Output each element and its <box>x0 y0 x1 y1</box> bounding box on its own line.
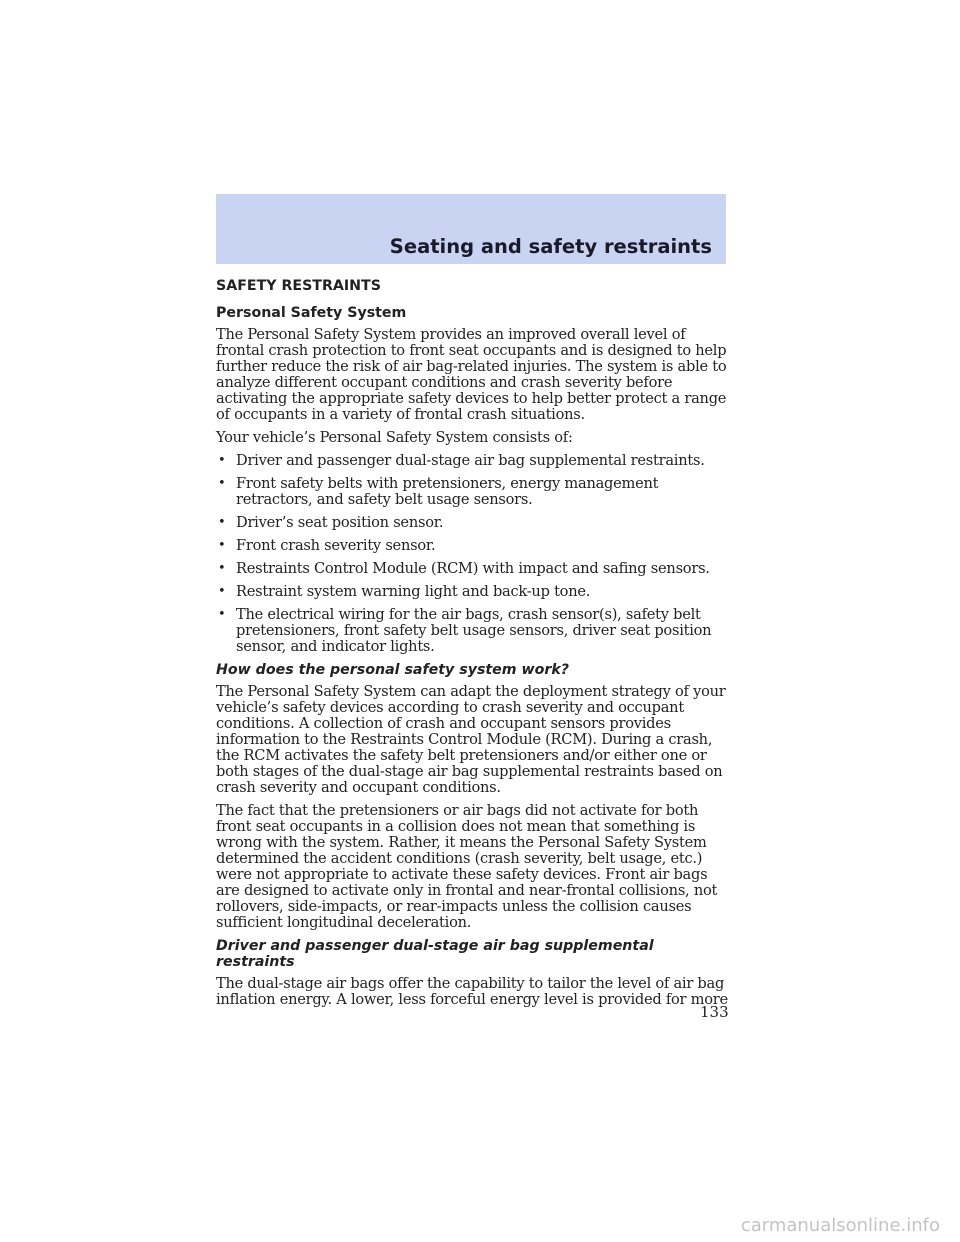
list-item-text: Front crash severity sensor. <box>236 537 436 554</box>
page-content <box>216 278 728 1015</box>
list-item-text: Front safety belts with pretensioners, energy management retractors, and safety belt usage sensors. <box>236 475 659 508</box>
dual-stage-paragraph: The dual-stage air bags offer the capability to tailor the level of air bag inflation energy. A lower, less forceful energy level is provided for more <box>216 975 728 1008</box>
list-item-text: The electrical wiring for the air bags, crash sensor(s), safety belt pretensioners, front safety belt usage sensors, driver seat position sensor, and indicator lights. <box>236 606 712 655</box>
bullet-icon: • <box>218 538 226 553</box>
chapter-header-band <box>216 194 726 264</box>
bullet-icon: • <box>218 584 226 599</box>
section-title: SAFETY RESTRAINTS <box>216 278 381 294</box>
list-item <box>216 515 728 531</box>
list-item <box>216 538 728 554</box>
list-item <box>216 607 728 655</box>
page-number: 133 <box>700 1003 729 1021</box>
how-it-works-paragraph-1: The Personal Safety System can adapt the deployment strategy of your vehicle’s safety devices according to crash severity and occupant conditions. A collection of crash and occupant sensors provides information to the Restraints Control Module (RCM). During a crash, the RCM activates the safety belt pretensioners and/or either one or both stages of the dual-stage air bag supplemental restraints based on crash severity and occupant conditions. <box>216 683 726 796</box>
intro-paragraph: The Personal Safety System provides an improved overall level of frontal crash protection to front seat occupants and is designed to help further reduce the risk of air bag-related injuries. The system is able to analyze different occupant conditions and crash severity before activating the appropriate safety devices to help better protect a range of occupants in a variety of frontal crash situations. <box>216 326 727 423</box>
consists-of-paragraph: Your vehicle’s Personal Safety System consists of: <box>216 429 573 446</box>
list-item <box>216 476 728 508</box>
list-item <box>216 453 728 469</box>
chapter-title: Seating and safety restraints <box>389 235 712 258</box>
system-components-list <box>216 453 728 655</box>
bullet-icon: • <box>218 607 226 622</box>
watermark-text: carmanualsonline.info <box>740 1215 940 1236</box>
list-item-text: Driver’s seat position sensor. <box>236 514 444 531</box>
bullet-icon: • <box>218 515 226 530</box>
how-it-works-paragraph-2: The fact that the pretensioners or air bags did not activate for both front seat occupants in a collision does not mean that something is wrong with the system. Rather, it means the Personal Safety System determined the accident conditions (crash severity, belt usage, etc.) were not appropriate to activate these safety devices. Front air bags are designed to activate only in frontal and near-frontal collisions, not rollovers, side-impacts, or rear-impacts unless the collision causes sufficient longitudinal deceleration. <box>216 802 718 931</box>
list-item-text: Restraints Control Module (RCM) with impact and safing sensors. <box>236 560 710 577</box>
bullet-icon: • <box>218 476 226 491</box>
list-item-text: Restraint system warning light and back-up tone. <box>236 583 591 600</box>
how-it-works-heading: How does the personal safety system work? <box>216 662 570 678</box>
list-item <box>216 584 728 600</box>
list-item-text: Driver and passenger dual-stage air bag supplemental restraints. <box>236 452 705 469</box>
subsection-title: Personal Safety System <box>216 305 407 321</box>
bullet-icon: • <box>218 453 226 468</box>
bullet-icon: • <box>218 561 226 576</box>
dual-stage-heading: Driver and passenger dual-stage air bag supplemental restraints <box>216 938 654 970</box>
list-item <box>216 561 728 577</box>
